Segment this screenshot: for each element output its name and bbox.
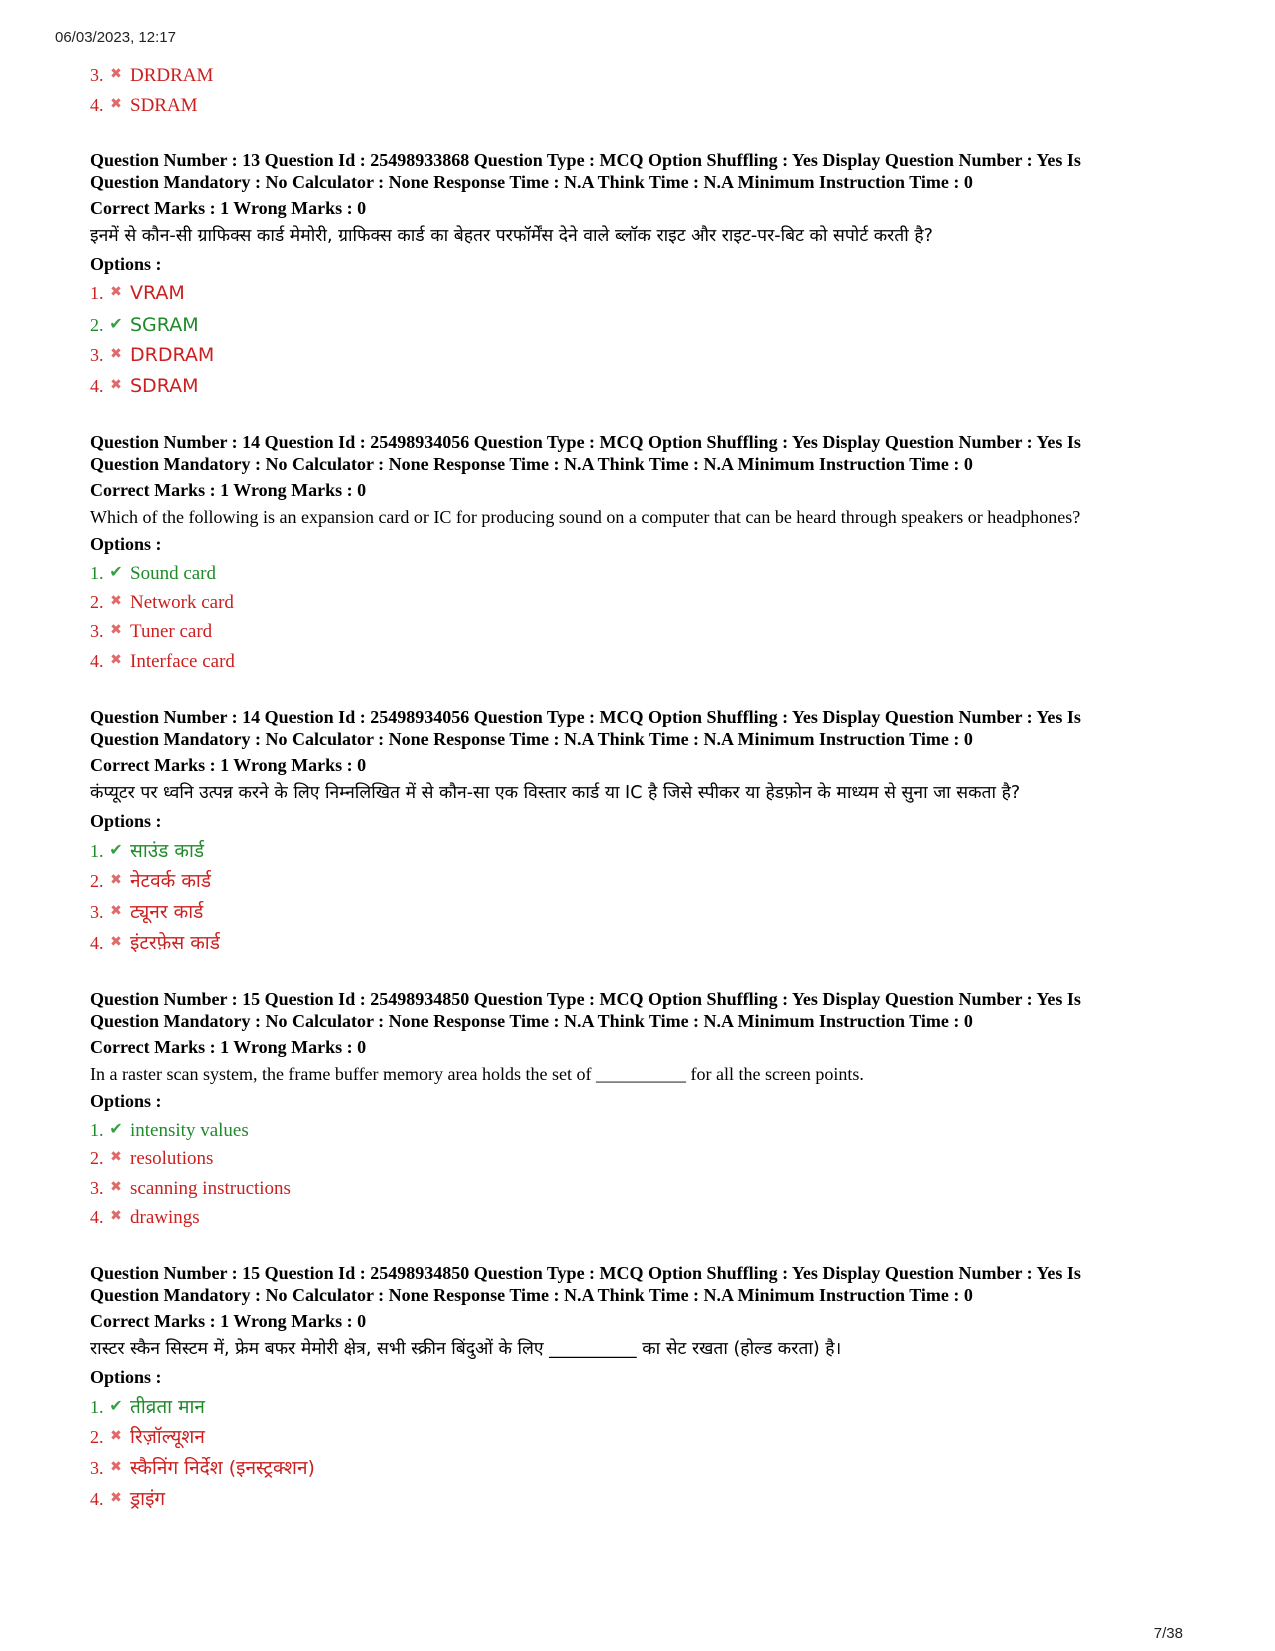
option-text: ट्यूनर कार्ड: [130, 900, 204, 923]
question-text: Which of the following is an expansion card or IC for producing sound on a computer that can be heard through speakers or headphones?: [90, 507, 1081, 528]
option-item: [90, 834, 1200, 865]
option-item: [90, 1143, 1200, 1173]
options-list: [90, 1114, 1200, 1232]
options-label: Options :: [90, 1366, 162, 1387]
option-number: 4.: [90, 650, 104, 671]
option-text: DRDRAM: [130, 344, 215, 367]
option-number: 1.: [90, 283, 104, 304]
option-text: resolutions: [130, 1148, 214, 1170]
option-item: [90, 927, 1200, 958]
option-text: रिज़ॉल्यूशन: [130, 1425, 205, 1448]
option-text: scanning instructions: [130, 1177, 291, 1199]
leading-options: [90, 60, 1200, 119]
option-item: [90, 60, 1200, 90]
option-number: 4.: [90, 1488, 104, 1509]
question-meta-line1: Question Number : 15 Question Id : 25498934850 Question Type : MCQ Option Shuffling : Yes Display Question Number : Yes Is: [90, 1262, 1081, 1283]
option-item: [90, 557, 1200, 587]
option-item: [90, 90, 1200, 120]
option-item: [90, 339, 1200, 370]
option-text: SDRAM: [130, 375, 199, 398]
check-icon: ✔: [109, 562, 123, 582]
cross-icon: ✖: [110, 871, 122, 888]
cross-icon: ✖: [110, 1427, 122, 1444]
cross-icon: ✖: [110, 1149, 122, 1166]
options-label: Options :: [90, 810, 162, 831]
options-list: [90, 277, 1200, 401]
option-number: 2.: [90, 870, 104, 891]
question-text: इनमें से कौन-सी ग्राफिक्स कार्ड मेमोरी, ग्राफिक्स कार्ड का बेहतर परफॉर्मेंस देने वाले ब्लॉक राइट और राइट-पर-बिट को सपोर्ट करती है?: [90, 226, 933, 247]
question-meta-line2: Question Mandatory : No Calculator : None Response Time : N.A Think Time : N.A Minimum Instruction Time : 0: [90, 454, 973, 475]
option-number: 4.: [90, 376, 104, 397]
cross-icon: ✖: [110, 377, 122, 394]
option-number: 3.: [90, 621, 104, 642]
option-number: 4.: [90, 932, 104, 953]
option-text: intensity values: [130, 1119, 249, 1141]
check-icon: ✔: [109, 314, 123, 334]
options-list: [90, 834, 1200, 958]
option-number: 4.: [90, 94, 104, 115]
option-text: DRDRAM: [130, 65, 214, 86]
option-item: [90, 646, 1200, 676]
option-item: [90, 896, 1200, 927]
cross-icon: ✖: [110, 651, 122, 668]
question-list: [90, 149, 1200, 1514]
question-text: रास्टर स्कैन सिस्टम में, फ्रेम बफर मेमोरी क्षेत्र, सभी स्क्रीन बिंदुओं के लिए __________ का सेट रखता (होल्ड करता) है।: [90, 1338, 842, 1359]
question-meta-line2: Question Mandatory : No Calculator : None Response Time : N.A Think Time : N.A Minimum Instruction Time : 0: [90, 172, 973, 193]
options-label: Options :: [90, 534, 162, 555]
option-text: इंटरफ़ेस कार्ड: [130, 931, 220, 954]
cross-icon: ✖: [110, 66, 122, 82]
cross-icon: ✖: [110, 622, 122, 639]
print-datetime: 06/03/2023, 12:17: [55, 29, 176, 46]
option-text: drawings: [130, 1207, 200, 1229]
option-item: [90, 1452, 1200, 1483]
option-item: [90, 277, 1200, 308]
option-item: [90, 1173, 1200, 1203]
option-text: साउंड कार्ड: [130, 839, 205, 862]
question-block: [90, 1262, 1200, 1514]
option-item: [90, 587, 1200, 617]
option-text: SDRAM: [130, 94, 198, 116]
options-list: [90, 1390, 1200, 1514]
option-item: [90, 1421, 1200, 1452]
question-meta-line2: Question Mandatory : No Calculator : None Response Time : N.A Think Time : N.A Minimum Instruction Time : 0: [90, 1010, 973, 1031]
options-label: Options :: [90, 1090, 162, 1111]
question-block: [90, 431, 1200, 675]
page-number: 7/38: [1153, 1625, 1183, 1642]
cross-icon: ✖: [110, 284, 122, 301]
question-marks: Correct Marks : 1 Wrong Marks : 0: [90, 480, 367, 501]
question-meta: [90, 1262, 1200, 1306]
option-text: VRAM: [130, 282, 185, 305]
question-paper-content: [90, 60, 1200, 1514]
option-number: 2.: [90, 315, 104, 336]
option-text: तीव्रता मान: [130, 1395, 205, 1418]
question-marks: Correct Marks : 1 Wrong Marks : 0: [90, 198, 367, 219]
question-marks: Correct Marks : 1 Wrong Marks : 0: [90, 1036, 367, 1057]
option-item: [90, 370, 1200, 401]
cross-icon: ✖: [110, 592, 122, 609]
question-meta-line2: Question Mandatory : No Calculator : None Response Time : N.A Think Time : N.A Minimum Instruction Time : 0: [90, 1284, 973, 1305]
option-text: Interface card: [130, 650, 235, 672]
option-item: [90, 308, 1200, 339]
cross-icon: ✖: [110, 95, 122, 112]
question-meta-line1: Question Number : 15 Question Id : 25498934850 Question Type : MCQ Option Shuffling : Yes Display Question Number : Yes Is: [90, 988, 1081, 1009]
cross-icon: ✖: [110, 1458, 122, 1475]
option-number: 1.: [90, 1119, 104, 1140]
option-text: ड्राइंग: [130, 1487, 166, 1510]
options-label: Options :: [90, 254, 162, 275]
question-meta-line2: Question Mandatory : No Calculator : None Response Time : N.A Think Time : N.A Minimum Instruction Time : 0: [90, 728, 973, 749]
option-item: [90, 1114, 1200, 1144]
question-text: कंप्यूटर पर ध्वनि उत्पन्न करने के लिए निम्नलिखित में से कौन-सा एक विस्तार कार्ड या IC है जिसे स्पीकर या हेडफ़ोन के माध्यम से सुना जा सकता है?: [90, 782, 1021, 803]
cross-icon: ✖: [110, 902, 122, 919]
option-item: [90, 865, 1200, 896]
cross-icon: ✖: [110, 346, 122, 363]
option-item: [90, 1483, 1200, 1514]
option-text: SGRAM: [130, 314, 199, 337]
option-number: 3.: [90, 65, 104, 85]
option-item: [90, 616, 1200, 646]
option-number: 3.: [90, 345, 104, 366]
question-block: [90, 706, 1200, 958]
question-marks: Correct Marks : 1 Wrong Marks : 0: [90, 1310, 367, 1331]
cross-icon: ✖: [110, 1178, 122, 1195]
question-text: In a raster scan system, the frame buffer memory area holds the set of __________ for all the screen points.: [90, 1063, 864, 1084]
option-item: [90, 1202, 1200, 1232]
question-block: [90, 149, 1200, 401]
question-meta-line1: Question Number : 13 Question Id : 25498933868 Question Type : MCQ Option Shuffling : Yes Display Question Number : Yes Is: [90, 150, 1081, 171]
option-number: 1.: [90, 1396, 104, 1417]
option-number: 1.: [90, 840, 104, 861]
question-meta-line1: Question Number : 14 Question Id : 25498934056 Question Type : MCQ Option Shuffling : Yes Display Question Number : Yes Is: [90, 706, 1081, 727]
option-text: Network card: [130, 591, 234, 613]
question-marks: Correct Marks : 1 Wrong Marks : 0: [90, 754, 367, 775]
option-number: 2.: [90, 1148, 104, 1169]
check-icon: ✔: [109, 1395, 123, 1415]
cross-icon: ✖: [110, 933, 122, 950]
option-text: स्कैनिंग निर्देश (इनस्ट्रक्शन): [130, 1456, 315, 1479]
question-meta: [90, 988, 1200, 1032]
option-number: 3.: [90, 1177, 104, 1198]
cross-icon: ✖: [110, 1489, 122, 1506]
question-meta-line1: Question Number : 14 Question Id : 25498934056 Question Type : MCQ Option Shuffling : Yes Display Question Number : Yes Is: [90, 432, 1081, 453]
question-meta: [90, 149, 1200, 193]
option-number: 4.: [90, 1207, 104, 1228]
check-icon: ✔: [109, 839, 123, 859]
question-meta: [90, 706, 1200, 750]
option-number: 1.: [90, 563, 104, 584]
option-item: [90, 1390, 1200, 1421]
option-number: 3.: [90, 901, 104, 922]
option-text: Sound card: [130, 563, 217, 585]
option-text: नेटवर्क कार्ड: [130, 869, 211, 892]
options-list: [90, 557, 1200, 675]
question-meta: [90, 431, 1200, 475]
option-text: Tuner card: [130, 621, 213, 643]
option-number: 2.: [90, 1426, 104, 1447]
check-icon: ✔: [109, 1118, 123, 1138]
option-number: 2.: [90, 591, 104, 612]
cross-icon: ✖: [110, 1208, 122, 1225]
question-block: [90, 988, 1200, 1232]
option-number: 3.: [90, 1457, 104, 1478]
